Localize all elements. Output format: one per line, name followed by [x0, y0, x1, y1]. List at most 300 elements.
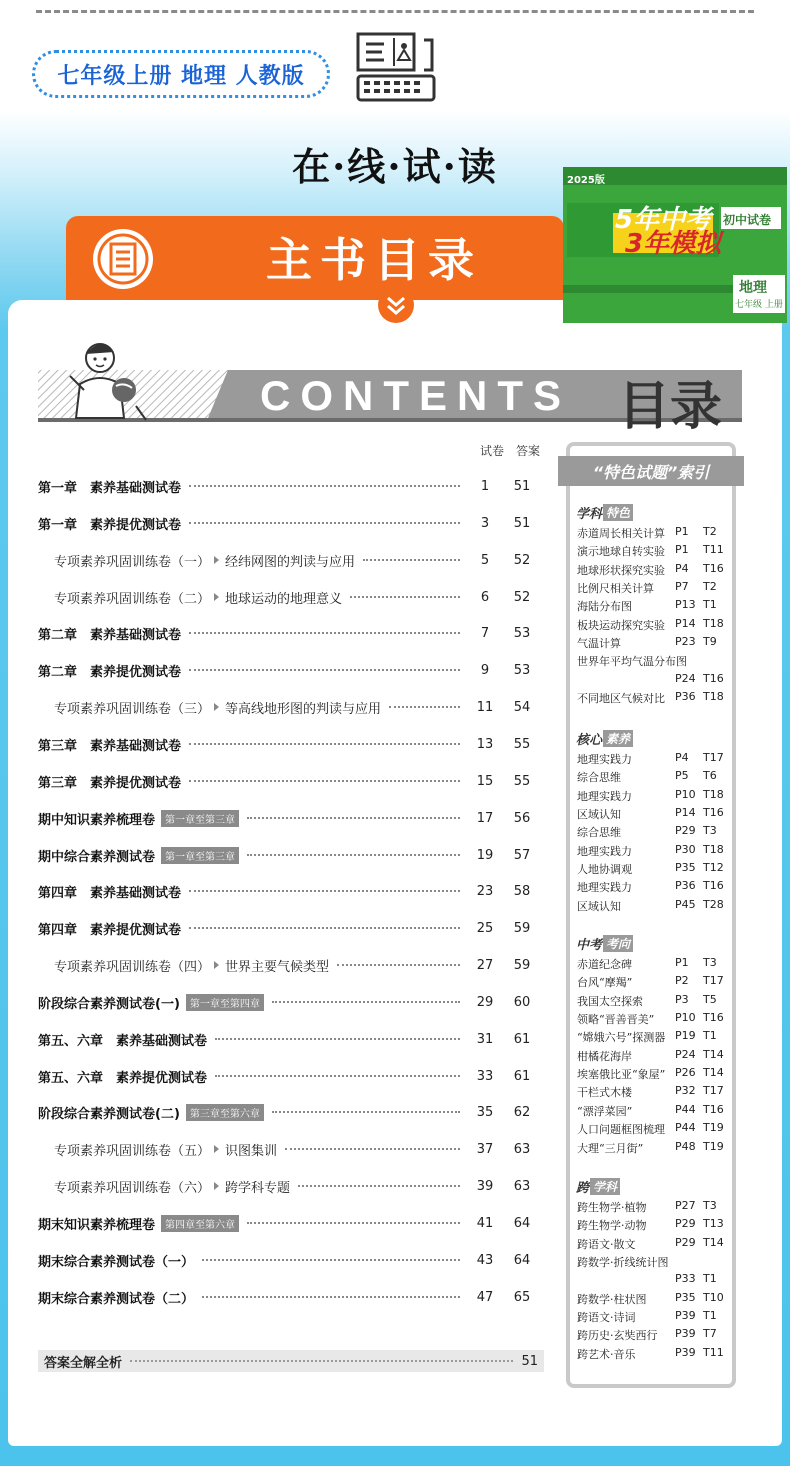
paper-page: 25	[476, 920, 494, 936]
index-item[interactable]	[577, 543, 733, 560]
index-item[interactable]	[577, 751, 733, 768]
index-item-page: P39	[675, 1309, 696, 1322]
index-item[interactable]	[577, 1048, 733, 1065]
toc-row[interactable]	[54, 1139, 544, 1159]
book-grade: 七年级 上册	[735, 300, 783, 310]
index-item[interactable]	[577, 1272, 733, 1289]
leader-dots	[215, 1038, 460, 1040]
toc-row[interactable]	[38, 1029, 544, 1049]
index-item-page: P32	[675, 1084, 696, 1097]
answer-page: 64	[513, 1252, 531, 1268]
index-category	[576, 1178, 620, 1194]
index-item-page: P29	[675, 1236, 696, 1249]
toc-subtitle: 经纬网图的判读与应用	[225, 554, 356, 570]
index-item-question: T14	[703, 1066, 724, 1079]
toc-title: 专项素养巩固训练卷（五）	[54, 1143, 211, 1159]
answer-page: 63	[513, 1141, 531, 1157]
online-reading-title: 在·线·试·读	[292, 144, 498, 189]
leader-dots	[389, 706, 460, 708]
index-item[interactable]	[577, 617, 733, 634]
index-item-page: P24	[675, 672, 696, 685]
edition-label: 七年级上册 地理 人教版	[32, 50, 330, 98]
index-item-title: 跨数学·折线统计图	[577, 1256, 669, 1269]
toc-title: 第二章 素养基础测试卷	[38, 627, 182, 643]
index-item-question: T16	[703, 1011, 724, 1024]
index-item[interactable]	[577, 824, 733, 841]
toc-row[interactable]	[38, 881, 544, 901]
leader-dots	[247, 854, 460, 856]
toc-row[interactable]	[38, 660, 544, 680]
index-item-question	[703, 653, 733, 670]
index-item-page: P2	[675, 974, 689, 987]
index-item-title: 区域认知	[577, 808, 621, 821]
index-item-title: 干栏式木楼	[577, 1086, 632, 1099]
paper-page: 47	[476, 1289, 494, 1305]
index-item-page: P14	[675, 617, 696, 630]
index-category-label: 跨	[576, 1180, 590, 1196]
index-item[interactable]	[577, 993, 733, 1010]
paper-page: 5	[480, 552, 490, 568]
index-item-page: P1	[675, 956, 689, 969]
leader-dots	[285, 1148, 460, 1150]
index-item-title: “漂浮菜园”	[577, 1105, 633, 1118]
answer-page: 60	[513, 994, 531, 1010]
index-item-page: P26	[675, 1066, 696, 1079]
index-item-page: P1	[675, 543, 689, 556]
paper-page: 6	[480, 589, 490, 605]
index-item-page: P5	[675, 769, 689, 782]
index-item-question: T28	[703, 898, 724, 911]
index-item-title: 板块运动探究实验	[577, 619, 665, 632]
index-item-page: P24	[675, 1048, 696, 1061]
laptop-book-icon	[354, 30, 438, 104]
index-item-title: 地理实践力	[577, 790, 632, 803]
index-item-question: T17	[703, 751, 724, 764]
index-item-question: T16	[703, 672, 724, 685]
toc-row[interactable]	[54, 1176, 544, 1196]
toc-row[interactable]	[38, 992, 544, 1012]
index-category	[576, 504, 633, 520]
toc-row[interactable]	[38, 623, 544, 643]
chapter-range-tag: 第三章至第六章	[186, 1104, 264, 1121]
index-item-page: P44	[675, 1103, 696, 1116]
answer-page: 51	[513, 478, 531, 494]
paper-page: 1	[480, 478, 490, 494]
index-item-page: P23	[675, 635, 696, 648]
index-item[interactable]	[577, 974, 733, 991]
index-item-question: T3	[703, 956, 717, 969]
answers-row[interactable]	[38, 1350, 544, 1372]
index-item-page: P10	[675, 788, 696, 801]
index-item-question: T1	[703, 598, 717, 611]
index-item-page: P4	[675, 562, 689, 575]
index-item[interactable]	[577, 1121, 733, 1138]
toc-title: 第一章 素养提优测试卷	[38, 517, 182, 533]
toc-row[interactable]	[38, 513, 544, 533]
index-item-question: T18	[703, 617, 724, 630]
index-item-title: 地理实践力	[577, 753, 632, 766]
answer-page: 53	[513, 625, 531, 641]
index-item-page: P1	[675, 525, 689, 538]
index-item-title: 我国太空探索	[577, 995, 643, 1008]
answer-page: 59	[513, 957, 531, 973]
index-item-title: 跨语文·散文	[577, 1238, 636, 1251]
toc-title: 第三章 素养提优测试卷	[38, 775, 182, 791]
toc-title: 期中知识素养梳理卷	[38, 812, 156, 828]
chapter-range-tag: 第四章至第六章	[161, 1215, 239, 1232]
leader-dots	[189, 669, 460, 671]
triangle-separator-icon	[214, 961, 219, 969]
index-item-page: P29	[675, 824, 696, 837]
paper-page: 43	[476, 1252, 494, 1268]
index-item-title: 领略“晋善晋美”	[577, 1013, 655, 1026]
index-item-title: 跨语文·诗词	[577, 1311, 636, 1324]
toc-title: 期中综合素养测试卷	[38, 849, 156, 865]
index-item-question: T16	[703, 1103, 724, 1116]
leader-dots	[272, 1001, 460, 1003]
index-item-question: T2	[703, 525, 717, 538]
index-item-question: T18	[703, 788, 724, 801]
column-header-paper: 试卷	[480, 444, 505, 458]
leader-dots	[189, 743, 460, 745]
answer-page: 61	[513, 1068, 531, 1084]
toc-row[interactable]	[54, 697, 544, 717]
index-item-question: T16	[703, 562, 724, 575]
paper-page: 17	[476, 810, 494, 826]
index-item[interactable]	[577, 562, 733, 579]
toc-title: 期末综合素养测试卷（一）	[38, 1254, 195, 1270]
index-item-page: P29	[675, 1217, 696, 1230]
index-category-label: 中考	[576, 937, 603, 953]
index-item-question: T6	[703, 769, 717, 782]
index-category	[576, 935, 633, 951]
index-item[interactable]	[577, 598, 733, 615]
toc-title: 专项素养巩固训练卷（六）	[54, 1180, 211, 1196]
leader-dots	[202, 1296, 460, 1298]
answer-page: 57	[513, 847, 531, 863]
answers-page: 51	[521, 1353, 538, 1369]
chapter-range-tag: 第一章至第四章	[186, 994, 264, 1011]
index-item[interactable]	[577, 635, 733, 652]
index-item[interactable]	[577, 1199, 733, 1216]
index-item-page: P48	[675, 1140, 696, 1153]
leader-dots	[189, 522, 460, 524]
toc-subtitle: 跨学科专题	[225, 1180, 291, 1196]
index-item-title: 不同地区气候对比	[577, 692, 665, 705]
index-item-title: 地理实践力	[577, 881, 632, 894]
triangle-separator-icon	[214, 1145, 219, 1153]
index-item-page	[675, 653, 703, 670]
index-item[interactable]	[577, 1327, 733, 1344]
index-item[interactable]	[577, 690, 733, 707]
leader-dots	[247, 1222, 460, 1224]
leader-dots	[189, 927, 460, 929]
index-item-title: 海陆分布图	[577, 600, 632, 613]
index-item-title: 大理“三月街”	[577, 1142, 644, 1155]
index-item-question: T10	[703, 1291, 724, 1304]
top-dashed-line	[36, 10, 754, 13]
index-item-question: T17	[703, 974, 724, 987]
toc-title: 第五、六章 素养基础测试卷	[38, 1033, 208, 1049]
index-item[interactable]	[577, 806, 733, 823]
answer-page: 63	[513, 1178, 531, 1194]
paper-page: 27	[476, 957, 494, 973]
index-item-question: T18	[703, 843, 724, 856]
index-item-title: 跨艺术·音乐	[577, 1348, 636, 1361]
book-cover	[563, 167, 787, 323]
index-item-question: T14	[703, 1236, 724, 1249]
index-item[interactable]	[577, 879, 733, 896]
index-category-tag: 特色	[603, 504, 633, 521]
index-item-page: P35	[675, 1291, 696, 1304]
paper-page: 9	[480, 662, 490, 678]
index-item-title: 跨历史·玄奘西行	[577, 1329, 658, 1342]
leader-dots	[130, 1360, 513, 1362]
index-item-page: P3	[675, 993, 689, 1006]
toc-subtitle: 等高线地形图的判读与应用	[225, 701, 382, 717]
index-item-page	[675, 1254, 703, 1271]
toc-title: 期末知识素养梳理卷	[38, 1217, 156, 1233]
leader-dots	[189, 485, 460, 487]
triangle-separator-icon	[214, 703, 219, 711]
index-item[interactable]	[577, 653, 733, 670]
toc-title: 第三章 素养基础测试卷	[38, 738, 182, 754]
triangle-separator-icon	[214, 593, 219, 601]
book-title-line1: 5年中考	[615, 205, 712, 235]
index-item-page: P4	[675, 751, 689, 764]
index-item-question: T2	[703, 580, 717, 593]
index-category-label: 学科	[576, 506, 603, 522]
index-item-page: P13	[675, 598, 696, 611]
paper-page: 13	[476, 736, 494, 752]
toc-title: 第四章 素养基础测试卷	[38, 885, 182, 901]
index-item-page: P33	[675, 1272, 696, 1285]
index-item[interactable]	[577, 769, 733, 786]
paper-page: 3	[480, 515, 490, 531]
index-item-title: 区域认知	[577, 900, 621, 913]
toc-subtitle: 识图集训	[225, 1143, 278, 1159]
index-item-page: P36	[675, 690, 696, 703]
leader-dots	[189, 890, 460, 892]
toc-row[interactable]	[54, 550, 544, 570]
column-header-answer: 答案	[516, 444, 541, 458]
index-item[interactable]	[577, 1291, 733, 1308]
toc-title: 第五、六章 素养提优测试卷	[38, 1070, 208, 1086]
answers-title: 答案全解全析	[44, 1355, 123, 1371]
index-item-question: T1	[703, 1272, 717, 1285]
toc-row[interactable]	[38, 1066, 544, 1086]
index-item-title: 地理实践力	[577, 845, 632, 858]
index-item-question: T17	[703, 1084, 724, 1097]
index-item[interactable]	[577, 861, 733, 878]
toc-row[interactable]	[38, 808, 544, 828]
leader-dots	[272, 1111, 460, 1113]
contents-word: CONTENTS	[260, 372, 571, 419]
answer-page: 51	[513, 515, 531, 531]
index-item-question: T18	[703, 690, 724, 703]
toc-title: 阶段综合素养测试卷(一)	[38, 996, 180, 1012]
paper-page: 11	[476, 699, 494, 715]
index-item-question: T16	[703, 879, 724, 892]
toc-title: 第一章 素养基础测试卷	[38, 480, 182, 496]
answer-page: 52	[513, 589, 531, 605]
toc-row[interactable]	[38, 771, 544, 791]
paper-page: 39	[476, 1178, 494, 1194]
index-item[interactable]	[577, 788, 733, 805]
index-item-question: T11	[703, 1346, 724, 1359]
answer-page: 55	[513, 773, 531, 789]
index-item-title: 赤道周长相关计算	[577, 527, 665, 540]
index-item-question: T12	[703, 861, 724, 874]
toc-row[interactable]	[38, 476, 544, 496]
paper-page: 41	[476, 1215, 494, 1231]
document-list-icon	[90, 226, 156, 292]
index-item-title: 跨数学·柱状图	[577, 1293, 647, 1306]
index-item-title: 地球形状探究实验	[577, 564, 665, 577]
chevron-down-icon	[377, 286, 415, 324]
toc-row[interactable]	[54, 587, 544, 607]
index-item-title: 台风“摩羯”	[577, 976, 633, 989]
index-item[interactable]	[577, 672, 733, 689]
leader-dots	[202, 1259, 460, 1261]
index-category	[576, 730, 633, 746]
toc-title: 阶段综合素养测试卷(二)	[38, 1106, 180, 1122]
answer-page: 61	[513, 1031, 531, 1047]
index-item-question: T16	[703, 806, 724, 819]
index-item-question: T19	[703, 1140, 724, 1153]
toc-row[interactable]	[54, 955, 544, 975]
paper-page: 31	[476, 1031, 494, 1047]
toc-row[interactable]	[38, 918, 544, 938]
answer-page: 65	[513, 1289, 531, 1305]
toc-title: 第四章 素养提优测试卷	[38, 922, 182, 938]
answer-page: 64	[513, 1215, 531, 1231]
paper-page: 33	[476, 1068, 494, 1084]
index-item[interactable]	[577, 525, 733, 542]
index-item-page: P19	[675, 1029, 696, 1042]
index-item-title: 赤道纪念碑	[577, 958, 632, 971]
index-item-page: P39	[675, 1346, 696, 1359]
index-item-question: T1	[703, 1029, 717, 1042]
index-item-title: 综合思维	[577, 771, 621, 784]
index-item[interactable]	[577, 956, 733, 973]
index-item-question: T14	[703, 1048, 724, 1061]
toc-row[interactable]	[38, 1213, 544, 1233]
toc-title: 第二章 素养提优测试卷	[38, 664, 182, 680]
index-item-question: T19	[703, 1121, 724, 1134]
index-item[interactable]	[577, 898, 733, 915]
index-item[interactable]	[577, 1103, 733, 1120]
answer-page: 62	[513, 1104, 531, 1120]
index-item[interactable]	[577, 1217, 733, 1234]
index-item-title: 综合思维	[577, 826, 621, 839]
toc-row[interactable]	[38, 1102, 544, 1122]
paper-page: 19	[476, 847, 494, 863]
toc-subtitle: 地球运动的地理意义	[225, 591, 343, 607]
index-item[interactable]	[577, 1084, 733, 1101]
toc-title: 专项素养巩固训练卷（四）	[54, 959, 211, 975]
triangle-separator-icon	[214, 1182, 219, 1190]
toc-title: 期末综合素养测试卷（二）	[38, 1291, 195, 1307]
index-item-question: T9	[703, 635, 717, 648]
index-item-question: T3	[703, 1199, 717, 1212]
index-item-page: P44	[675, 1121, 696, 1134]
index-item[interactable]	[577, 1309, 733, 1326]
index-item-question: T3	[703, 824, 717, 837]
index-item[interactable]	[577, 1254, 733, 1271]
index-category-tag: 学科	[590, 1178, 620, 1195]
banner-title: 主书目录	[266, 233, 482, 287]
toc-row[interactable]	[38, 1287, 544, 1307]
index-item-page: P7	[675, 580, 689, 593]
index-item-title: 跨生物学·植物	[577, 1201, 647, 1214]
chapter-range-tag: 第一章至第三章	[161, 810, 239, 827]
index-item-question: T11	[703, 543, 724, 556]
index-item-question: T13	[703, 1217, 724, 1230]
index-item-page: P27	[675, 1199, 696, 1212]
leader-dots	[215, 1075, 460, 1077]
index-item-title: 演示地球自转实验	[577, 545, 665, 558]
contents-word-cn: 目录	[618, 376, 723, 437]
index-item-question: T5	[703, 993, 717, 1006]
answer-page: 55	[513, 736, 531, 752]
index-item-page: P39	[675, 1327, 696, 1340]
index-item[interactable]	[577, 1236, 733, 1253]
index-item-page: P14	[675, 806, 696, 819]
index-item-question	[703, 1254, 733, 1271]
index-item[interactable]	[577, 580, 733, 597]
answer-page: 56	[513, 810, 531, 826]
index-heading: “特色试题”索引	[558, 456, 744, 486]
book-subject: 地理	[739, 280, 767, 296]
answer-page: 59	[513, 920, 531, 936]
book-badge: 初中试卷	[723, 213, 772, 227]
answer-page: 52	[513, 552, 531, 568]
chapter-range-tag: 第一章至第三章	[161, 847, 239, 864]
index-item[interactable]	[577, 1011, 733, 1028]
toc-row[interactable]	[38, 845, 544, 865]
toc-row[interactable]	[38, 734, 544, 754]
paper-page: 29	[476, 994, 494, 1010]
index-item-title: “嫦娥六号”探测器	[577, 1031, 666, 1044]
student-illustration	[50, 336, 170, 432]
index-item[interactable]	[577, 1029, 733, 1046]
index-item-title: 埃塞俄比亚“象屋”	[577, 1068, 666, 1081]
toc-row[interactable]	[38, 1250, 544, 1270]
index-category-tag: 素养	[603, 730, 633, 747]
index-item[interactable]	[577, 1066, 733, 1083]
index-item-title: 比例尺相关计算	[577, 582, 654, 595]
index-item-title: 世界年平均气温分布图	[577, 655, 687, 668]
index-category-label: 核心	[576, 732, 603, 748]
index-item-page: P45	[675, 898, 696, 911]
book-year: 2025版	[567, 175, 605, 186]
book-title-line2: 3年模拟	[625, 229, 722, 259]
index-item[interactable]	[577, 1140, 733, 1157]
index-category-tag: 考向	[603, 935, 633, 952]
leader-dots	[189, 780, 460, 782]
leader-dots	[189, 632, 460, 634]
index-item-title: 跨生物学·动物	[577, 1219, 647, 1232]
answer-page: 54	[513, 699, 531, 715]
answer-page: 53	[513, 662, 531, 678]
index-item-page: P36	[675, 879, 696, 892]
index-item[interactable]	[577, 1346, 733, 1363]
leader-dots	[298, 1185, 460, 1187]
toc-title: 专项素养巩固训练卷（一）	[54, 554, 211, 570]
index-item[interactable]	[577, 843, 733, 860]
leader-dots	[247, 817, 460, 819]
